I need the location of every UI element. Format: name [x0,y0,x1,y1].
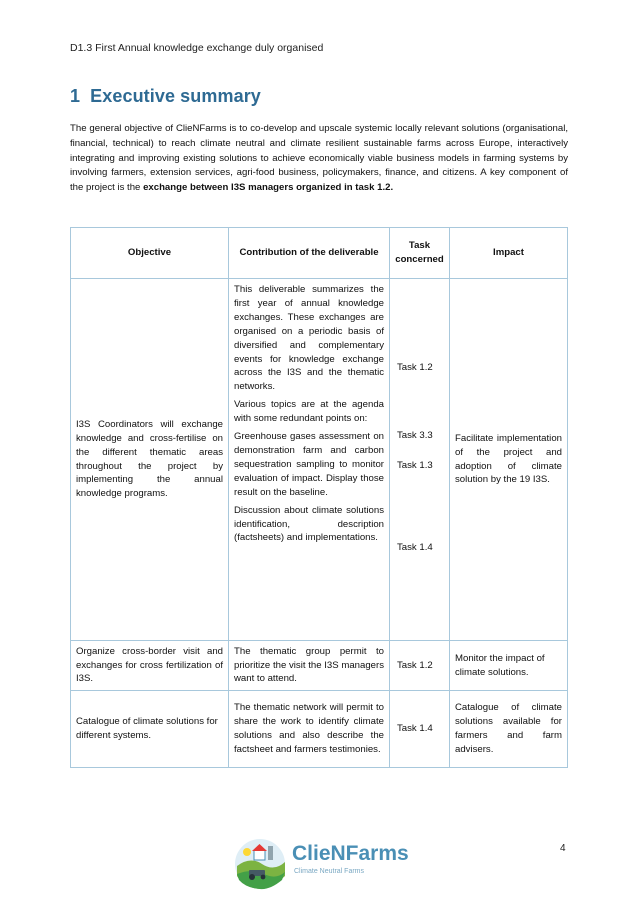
intro-bold-text: exchange between I3S managers organized in task 1.2. [143,182,394,194]
task-cell: Task 1.4 [390,691,450,768]
contribution-paragraph: This deliverable summarizes the first year of annual knowledge exchanges. These exchanges are organised on a periodic basis of diversified and complementary events for knowledge exchange across the I3S and the thematic networks. [234,284,384,393]
farm-landscape-logo-icon [232,836,288,892]
header-objective: Objective [71,228,229,279]
section-heading [70,86,261,107]
clienfarms-logo [232,836,409,892]
contribution-paragraph: Discussion about climate solutions identification, description (factsheets) and implementations. [234,504,384,544]
header-contribution: Contribution of the deliverable [229,228,390,279]
intro-paragraph [70,122,568,196]
table-row [71,641,568,691]
table-row [71,691,568,768]
page-number: 4 [560,843,566,854]
objective-cell: Organize cross-border visit and exchanges for cross fertilization of I3S. [71,641,229,691]
impact-cell: Monitor the impact of climate solutions. [450,641,568,691]
running-header: D1.3 First Annual knowledge exchange duly organised [70,42,324,54]
task-label: Task 1.2 [397,362,433,373]
contribution-cell: The thematic network will permit to share the work to identify climate solutions and also describe the factsheet and farmers testimonies. [229,691,390,768]
logo-wordmark: ClieNFarms [292,842,409,865]
objective-cell: I3S Coordinators will exchange knowledge and cross-fertilise on the different thematic areas throughout the project by implementing the annual knowledge programs. [71,279,229,641]
objective-cell: Catalogue of climate solutions for different systems. [71,691,229,768]
logo-subtitle: Climate Neutral Farms [294,868,365,875]
header-task: Task concerned [390,228,450,279]
task-label: Task 1.4 [397,541,433,553]
impact-cell: Facilitate implementation of the project and adoption of climate solution by the 19 I3S. [450,279,568,641]
contribution-cell: The thematic group permit to prioritize the visit the I3S managers want to attend. [229,641,390,691]
section-number: 1 [70,86,81,106]
task-label: Task 1.3 [397,459,433,471]
task-label: Task 3.3 [397,429,433,441]
objectives-table [70,227,568,768]
table-header-row [71,228,568,279]
contribution-paragraph: Various topics are at the agenda with some redundant points on: [234,399,384,425]
header-impact: Impact [450,228,568,279]
contribution-cell [229,279,390,641]
contribution-paragraph: Greenhouse gases assessment on demonstration farm and carbon sequestration sampling to monitor evaluation of impact. Display those result on the baseline. [234,431,384,498]
table-row [71,279,568,641]
impact-cell: Catalogue of climate solutions available for farmers and farm advisers. [450,691,568,768]
intro-text: The general objective of ClieNFarms is to co-develop and upscale systemic locally relevant solutions (organisational, financial, technical) to reach climate neutral and climate resilient sustainable farms across Europe, interactively integrating and improving existing solutions to achieve economically viable business models in farming systems by involving farmers, extension services, agri-food business, policymakers, finance, and citizens. A key component of the project is the [70,123,568,194]
section-title: Executive summary [90,86,261,106]
task-cell [390,279,450,641]
task-cell: Task 1.2 [390,641,450,691]
